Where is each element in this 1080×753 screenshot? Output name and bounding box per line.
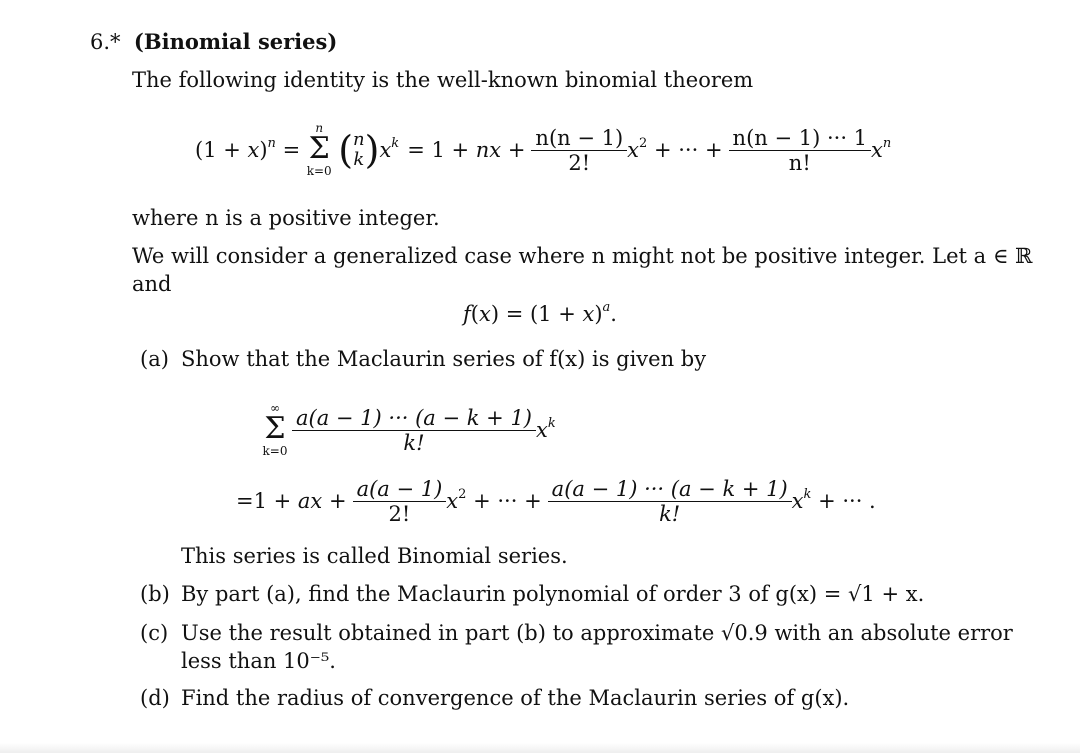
part-a-text: Show that the Maclaurin series of f(x) is given by (181, 347, 707, 371)
bt-eq-start: = 1 + nx + (407, 138, 526, 162)
part-a-expansion (236, 470, 876, 532)
bt-mid: $x^2$ + ··· + (627, 136, 723, 162)
intro-text: The following identity is the well-known binomial theorem (132, 68, 754, 92)
bt-frac1: $\frac{n(n - 1)}{2!}$ (531, 126, 627, 175)
bt-sum-bottom: k=0 (306, 164, 332, 178)
pa-frac: $\frac{a(a - 1) \cdot\cdot\cdot (a - k + 1)}{k!}$ (292, 406, 536, 455)
bt-binom-left-paren: ( (338, 128, 354, 172)
page-bottom-shadow (0, 743, 1080, 753)
pa-line2-start: =1 + ax + (236, 489, 347, 513)
bt-sum-top: n (315, 121, 324, 135)
pa-sum-bottom: k=0 (262, 444, 288, 458)
part-b-label: (b) (140, 582, 170, 606)
bt-sum (302, 122, 336, 178)
part-a-label: (a) (140, 347, 169, 371)
sigma-icon: Σ (308, 131, 330, 166)
where-line: where n is a positive integer. (132, 206, 440, 230)
pa-sum (258, 402, 292, 458)
bt-binom-right-paren: ) (364, 128, 380, 172)
general-line-1: We will consider a generalized case where n might not be positive integer. Let a ∈ ℝ (132, 244, 1033, 268)
pa-line2-end: $x^k$ + ··· . (791, 487, 876, 513)
part-a-note: This series is called Binomial series. (181, 544, 568, 568)
part-d-text: Find the radius of convergence of the Maclaurin series of g(x). (181, 686, 850, 710)
binomial-theorem-equation (195, 112, 891, 188)
bt-frac2: $\frac{n(n - 1) \cdot\cdot\cdot 1}{n!}$ (729, 126, 871, 175)
part-a-series (258, 394, 556, 466)
bt-lhs: $(1 + x)^n$ = (195, 136, 301, 162)
part-c-text-line1: Use the result obtained in part (b) to approximate √0.9 with an absolute error (181, 621, 1013, 645)
problem-title: (Binomial series) (133, 29, 338, 54)
problem-header (90, 28, 337, 56)
bt-xk: $x^k$ (379, 136, 400, 162)
part-c-label: (c) (140, 621, 169, 645)
pa-sum-top: ∞ (270, 401, 280, 415)
pa-term: $x^k$ (536, 416, 556, 442)
part-b-text: By part (a), find the Maclaurin polynomial of order 3 of g(x) = √1 + x. (181, 582, 925, 606)
part-c-text-line2: less than 10⁻⁵. (181, 649, 336, 673)
problem-number: 6.* (90, 30, 121, 54)
pa-frac4: $\frac{a(a - 1) \cdot\cdot\cdot (a - k + 1)}{k!}$ (548, 477, 792, 526)
pa-frac3: $\frac{a(a - 1)}{2!}$ (353, 477, 447, 526)
fx-definition: $f(x) = (1 + x)^a$. (463, 300, 617, 326)
bt-binom: n k (353, 129, 365, 170)
bt-tail: $x^n$ (871, 136, 892, 162)
pa-line2-mid: $x^2$ + ··· + (446, 487, 542, 513)
part-d-label: (d) (140, 686, 170, 710)
general-line-2: and (132, 272, 172, 296)
sigma-icon: Σ (264, 411, 286, 446)
